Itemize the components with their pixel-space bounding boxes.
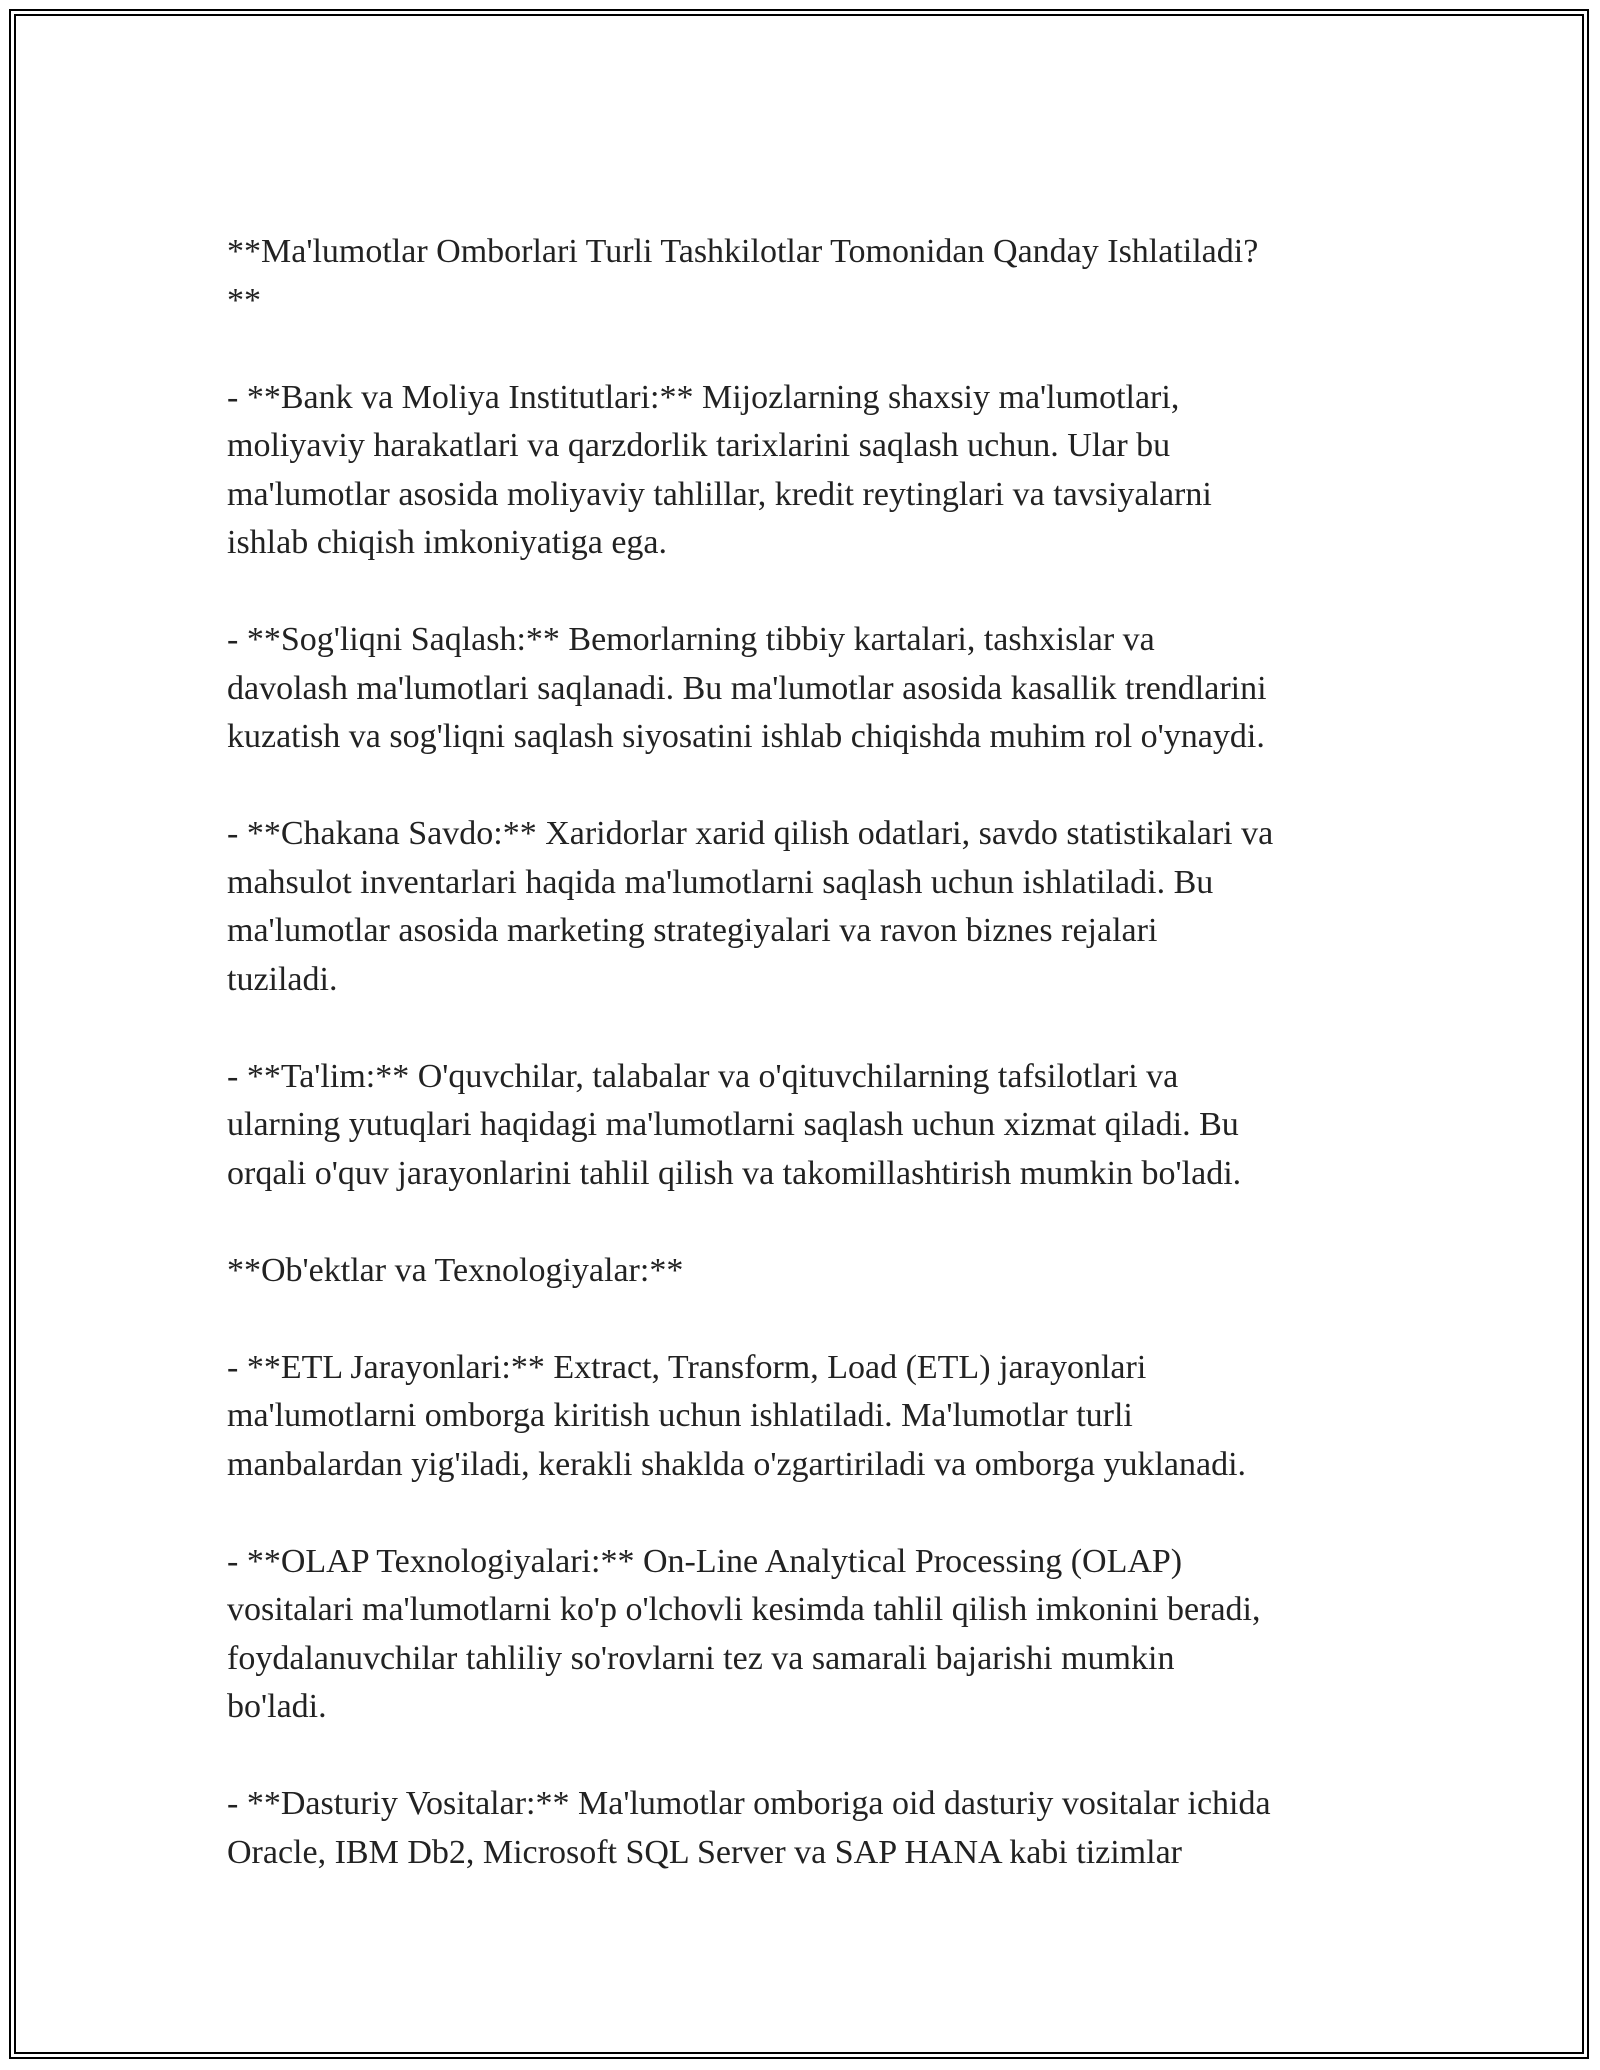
list-item-healthcare: - **Sog'liqni Saqlash:** Bemorlarning tibbiy kartalari, tashxislar va davolash ma'lumotlari saqlanadi. Bu ma'lumotlar asosida kasallik trendlarini kuzatish va sog'liqni saqlash siyosatini ishlab chiqishda muhim rol o'ynaydi.	[227, 621, 1267, 755]
document-body	[227, 228, 1387, 1926]
list-item-olap: - **OLAP Texnologiyalari:** On-Line Analytical Processing (OLAP) vositalari ma'lumotlarni ko'p o'lchovli kesimda tahlil qilish imkonini beradi, foydalanuvchilar tahliliy so'rovlarni tez va samarali bajarishi mumkin bo'ladi.	[227, 1542, 1261, 1725]
list-item-education: - **Ta'lim:** O'quvchilar, talabalar va o'qituvchilarning tafsilotlari va ularning yutuqlari haqidagi ma'lumotlarni saqlash uchun xizmat qiladi. Bu orqali o'quv jarayonlarini tahlil qilish va takomillashtirish mumkin bo'ladi.	[227, 1057, 1242, 1192]
heading-usage-by-organizations: **Ma'lumotlar Omborlari Turli Tashkilotlar Tomonidan Qanday Ishlatiladi? **	[227, 233, 1259, 319]
list-item-bank-finance: - **Bank va Moliya Institutlari:** Mijozlarning shaxsiy ma'lumotlari, moliyaviy harakatlari va qarzdorlik tarixlarini saqlash uchun. Ular bu ma'lumotlar asosida moliyaviy tahlillar, kredit reytinglari va tavsiyalarni ishlab chiqish imkoniyatiga ega.	[227, 378, 1212, 561]
list-item-retail: - **Chakana Savdo:** Xaridorlar xarid qilish odatlari, savdo statistikalari va mahsulot inventarlari haqida ma'lumotlarni saqlash uchun ishlatiladi. Bu ma'lumotlar asosida marketing strategiyalari va ravon biznes rejalari tuziladi.	[227, 815, 1274, 998]
list-item-etl: - **ETL Jarayonlari:** Extract, Transform, Load (ETL) jarayonlari ma'lumotlarni omborga kiritish uchun ishlatiladi. Ma'lumotlar turli manbalardan yig'iladi, kerakli shaklda o'zgartiriladi va omborga yuklanadi.	[227, 1348, 1247, 1483]
list-item-software-tools: - **Dasturiy Vositalar:** Ma'lumotlar omboriga oid dasturiy vositalar ichida Oracle, IBM Db2, Microsoft SQL Server va SAP HANA kabi tizimlar	[227, 1785, 1271, 1871]
heading-objects-technologies: **Ob'ektlar va Texnologiyalar:**	[227, 1251, 684, 1289]
